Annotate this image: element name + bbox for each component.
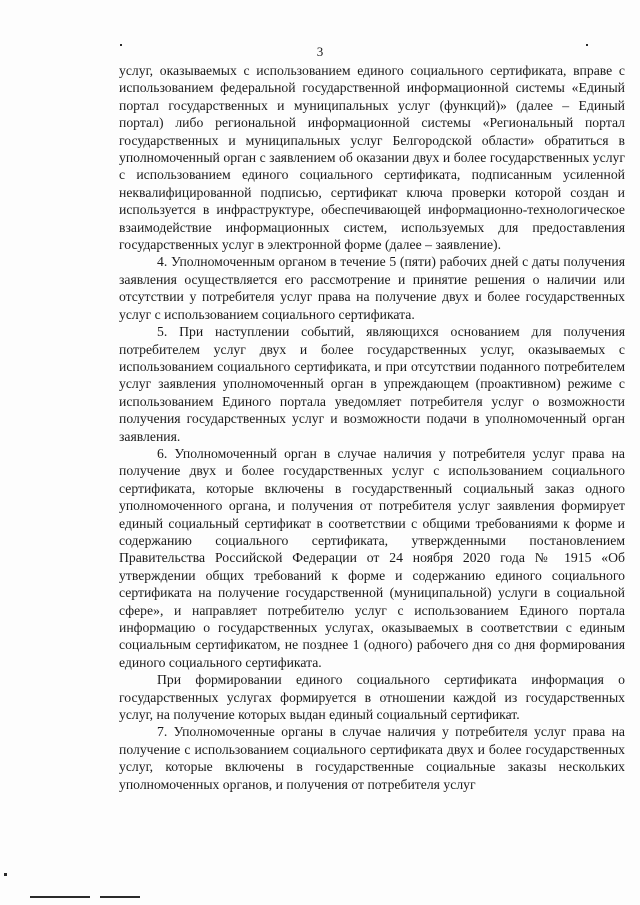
paragraph-item-5: 5. При наступлении событий, являющихся основанием для получения потребителем услуг двух и более государственных услуг, оказываемых с использованием социального сертификата, и при отсутствии поданного потребителем услуг заявления уполномоченный орган в упреждающем (проактивном) режиме с использованием Единого портала уведомляет потребителя услуг о возможности получения государственных услуг и возможности подачи в уполномоченный орган заявления. bbox=[119, 324, 625, 444]
scan-artifact bbox=[4, 873, 7, 876]
document-body bbox=[119, 62, 625, 793]
paragraph-continuation: услуг, оказываемых с использованием единого социального сертификата, вправе с использованием федеральной государственной информационной системы «Единый портал государственных и муниципальных услуг (функций)» (далее – Единый портал) либо региональной информационной системы «Региональный портал государственных и муниципальных услуг Белгородской области» обратиться в уполномоченный орган с заявлением об оказании двух и более государственных услуг с использованием единого социального сертификата, подписанным усиленной неквалифицированной подписью, сертификат ключа проверки которой создан и используется в инфраструктуре, обеспечивающей информационно-технологическое взаимодействие информационных систем, используемых для предоставления государственных услуг в электронной форме (далее – заявление). bbox=[119, 63, 625, 253]
paragraph-item-7: 7. Уполномоченные органы в случае наличия у потребителя услуг права на получение с использованием социального сертификата двух и более государственных услуг, которые включены в государственные социальные заказы нескольких уполномоченных органов, и получения от потребителя услуг bbox=[119, 724, 625, 792]
page-number: 3 bbox=[316, 44, 324, 59]
scan-artifact bbox=[30, 896, 90, 898]
paragraph-item-6-note: При формировании единого социального сертификата информация о государственных услугах формируется в отношении каждой из государственных услуг, на получение которых выдан единый социальный сертификат. bbox=[119, 672, 625, 723]
scan-artifact bbox=[100, 896, 140, 898]
scan-artifact bbox=[586, 44, 588, 46]
paragraph-item-4: 4. Уполномоченным органом в течение 5 (пяти) рабочих дней с даты получения заявления осуществляется его рассмотрение и принятие решения о наличии или отсутствии у потребителя услуг права на получение двух и более государственных услуг с использованием социального сертификата. bbox=[119, 254, 625, 322]
paragraph-item-6: 6. Уполномоченный орган в случае наличия у потребителя услуг права на получение двух и более государственных услуг с использованием социального сертификата, которые включены в государственный социальный заказ одного уполномоченного органа, и получения от потребителя услуг заявления формирует единый социальный сертификат в соответствии с общими требованиями к форме и содержанию социального сертификата, утвержденными постановлением Правительства Российской Федерации от 24 ноября 2020 года № 1915 «Об утверждении общих требований к форме и содержанию единого социального сертификата на получение государственной (муниципальной) услуги в социальной сфере», и направляет потребителю услуг с использованием Единого портала информацию о государственных услугах, оказываемых в соответствии с единым социальным сертификатом, не позднее 1 (одного) рабочего дня со дня формирования единого социального сертификата. bbox=[119, 445, 625, 670]
scan-artifact bbox=[120, 44, 122, 46]
